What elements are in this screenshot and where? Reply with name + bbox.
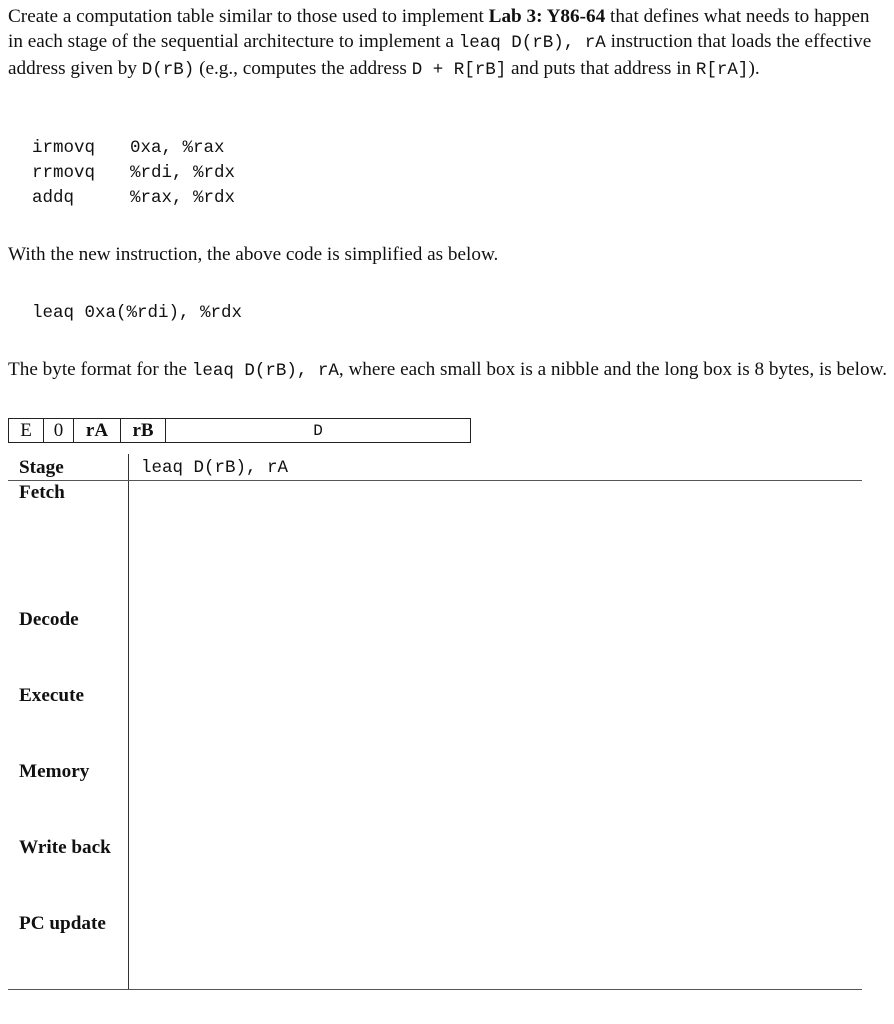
stage-memory: Memory bbox=[19, 761, 90, 782]
nibble-rb: rB bbox=[121, 419, 166, 442]
intro-paragraph bbox=[8, 4, 888, 83]
lab-title: Lab 3: Y86-64 bbox=[488, 6, 606, 27]
intro-instruction: leaq D(rB), rA bbox=[458, 33, 606, 53]
intro-text-5: and puts that address in bbox=[506, 58, 696, 79]
stage-write-back: Write back bbox=[19, 837, 111, 858]
code-line: addq %rax, %rdx bbox=[32, 188, 236, 208]
intro-text-1: Create a computation table similar to those used to implement bbox=[8, 6, 489, 27]
intro-register: R[rA] bbox=[695, 60, 749, 80]
nibble-ifun: 0 bbox=[44, 419, 74, 442]
table-header-rule bbox=[8, 480, 862, 481]
intro-address-expression: D + R[rB] bbox=[411, 60, 507, 80]
displacement-box: D bbox=[313, 421, 323, 440]
stage-pc-update: PC update bbox=[19, 913, 106, 934]
nibble-ra: rA bbox=[74, 419, 121, 442]
byte-format-diagram bbox=[8, 418, 471, 443]
stage-decode: Decode bbox=[19, 609, 79, 630]
table-header-stage: Stage bbox=[19, 457, 64, 478]
byte-format-text: The byte format for the leaq D(rB), rA, where each small box is a nibble and the long box is 8 bytes, is below. bbox=[8, 359, 887, 381]
original-code-block bbox=[32, 136, 235, 211]
simplified-text: With the new instruction, the above code is simplified as below. bbox=[8, 244, 499, 265]
intro-operand: D(rB) bbox=[141, 60, 195, 80]
table-bottom-rule bbox=[8, 989, 862, 990]
stage-execute: Execute bbox=[19, 685, 85, 706]
table-header-instruction: leaq D(rB), rA bbox=[141, 458, 289, 478]
code-line: rrmovq %rdi, %rdx bbox=[32, 163, 236, 183]
nibble-icode: E bbox=[9, 419, 44, 442]
byte-format-instruction: leaq D(rB), rA bbox=[191, 361, 339, 381]
code-line: irmovq 0xa, %rax bbox=[32, 138, 225, 158]
table-column-divider bbox=[128, 454, 129, 990]
intro-text-2: that defines what needs to happen in each stage of the sequential architecture to implement a bbox=[8, 6, 870, 52]
intro-text-3: instruction that loads the effective address given by bbox=[8, 31, 872, 79]
simplified-code: leaq 0xa(%rdi), %rdx bbox=[32, 303, 243, 323]
intro-text-6: ). bbox=[748, 58, 760, 79]
stage-fetch: Fetch bbox=[19, 482, 65, 503]
intro-text-4: (e.g., computes the address bbox=[194, 58, 412, 79]
